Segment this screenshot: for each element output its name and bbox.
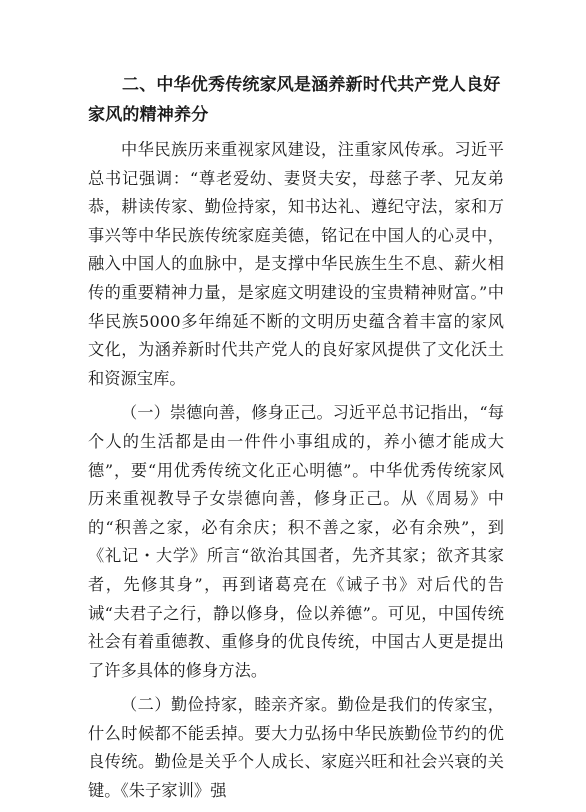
document-body	[88, 70, 504, 812]
paragraph-intro: 中华民族历来重视家风建设，注重家风传承。习近平总书记强调：“尊老爱幼、妻贤夫安，母慈子孝、兄友弟恭，耕读传家、勤俭持家，知书达礼、遵纪守法，家和万事兴等中华民族传统家庭美德，铭记在中国人的心灵中，融入中国人的血脉中，是支撑中华民族生生不息、薪火相传的重要精神力量，是家庭文明建设的宝贵精神财富。”中华民族5000多年绵延不断的文明历史蕴含着丰富的家风文化，为涵养新时代共产党人的良好家风提供了文化沃土和资源宝库。	[88, 140, 504, 388]
section-heading: 二、中华优秀传统家风是涵养新时代共产党人良好家风的精神养分	[88, 75, 501, 125]
paragraph-virtue: （一）崇德向善，修身正己。习近平总书记指出，“每个人的生活都是由一件件小事组成的，养小德才能成大德”，要“用优秀传统文化正心明德”。中华优秀传统家风历来重视教导子女崇德向善，修身正己。从《周易》中的“积善之家，必有余庆；积不善之家，必有余殃”，到《礼记・大学》所言“欲治其国者，先齐其家；欲齐其家者，先修其身”，再到诸葛亮在《诫子书》对后代的告诫“夫君子之行，静以修身，俭以养德”。可见，中国传统社会有着重德教、重修身的优良传统，中国古人更是提出了许多具体的修身方法。	[88, 403, 504, 680]
paragraph-thrift: （二）勤俭持家，睦亲齐家。勤俭是我们的传家宝，什么时候都不能丢掉。要大力弘扬中华民族勤俭节约的优良传统。勤俭是关乎个人成长、家庭兴旺和社会兴衰的关键。《朱子家训》强	[88, 695, 504, 801]
